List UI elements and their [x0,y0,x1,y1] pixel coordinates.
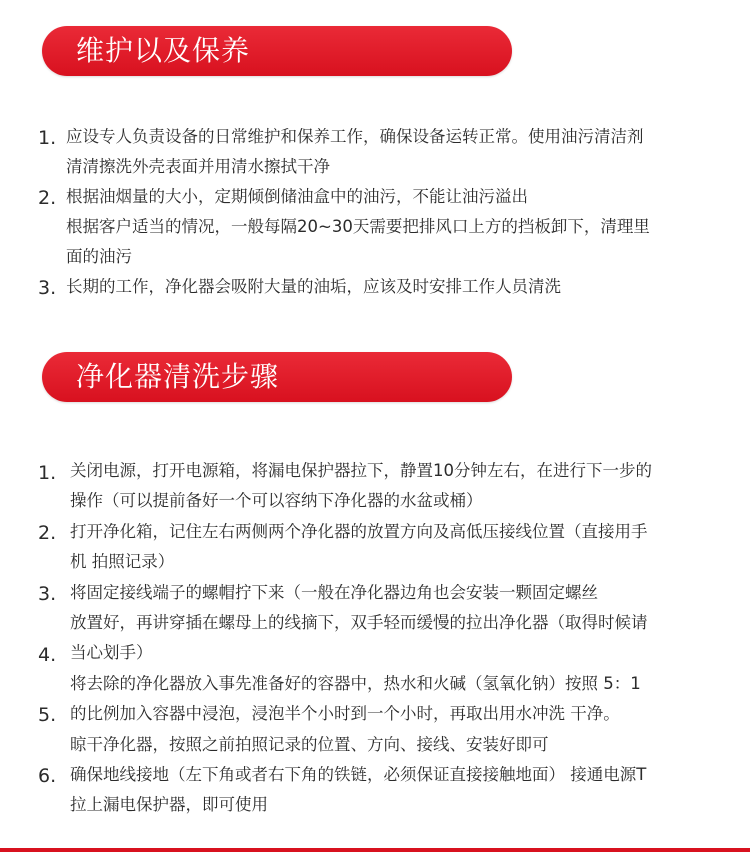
list-number: 3. [38,277,57,299]
step-line: 机 拍照记录） [70,552,175,571]
section-title-cleaning: 净化器清洗步骤 [76,360,280,393]
step-line: 放置好，再讲穿插在螺母上的线摘下，双手轻而缓慢的拉出净化器（取得时候请 [70,613,648,632]
step-line: 确保地线接地（左下角或者右下角的铁链，必须保证直接接触地面） 接通电源T [70,765,647,784]
list-item-line: 根据客户适当的情况，一般每隔20~30天需要把排风口上方的挡板卸下，清理里 [66,217,650,236]
list-item-line: 清清擦洗外壳表面并用清水擦拭干净 [66,157,330,176]
section-title-banner-maintenance [42,26,512,76]
section-title-banner-cleaning [42,352,512,402]
step-number: 2. [38,522,57,544]
step-line: 操作（可以提前备好一个可以容纳下净化器的水盆或桶） [70,491,483,510]
step-line: 当心划手） [70,643,153,662]
step-line: 拉上漏电保护器，即可使用 [70,795,268,814]
step-number: 4. [38,644,57,666]
step-number: 1. [38,462,57,484]
list-item-line: 应设专人负责设备的日常维护和保养工作，确保设备运转正常。使用油污清洁剂 [66,127,644,146]
step-line: 将去除的净化器放入事先准备好的容器中，热水和火碱（氢氧化钠）按照 5：1 [70,674,641,693]
step-line: 打开净化箱，记住左右两侧两个净化器的放置方向及高低压接线位置（直接用手 [70,522,648,541]
step-line: 将固定接线端子的螺帽拧下来（一般在净化器边角也会安装一颗固定螺丝 [70,583,598,602]
section-title-maintenance: 维护以及保养 [76,34,251,67]
list-item-line: 长期的工作，净化器会吸附大量的油垢，应该及时安排工作人员清洗 [66,277,561,296]
list-number: 1. [38,127,57,149]
list-item-line: 面的油污 [66,247,132,266]
step-number: 6. [38,765,57,787]
step-line: 的比例加入容器中浸泡，浸泡半个小时到一个小时，再取出用水冲洗 干净。 [70,704,620,723]
step-number: 5. [38,704,57,726]
bottom-divider [0,848,750,852]
step-line: 关闭电源，打开电源箱，将漏电保护器拉下，静置10分钟左右，在进行下一步的 [70,461,652,480]
list-number: 2. [38,187,57,209]
step-line: 晾干净化器，按照之前拍照记录的位置、方向、接线、安装好即可 [70,735,549,754]
list-item-line: 根据油烟量的大小，定期倾倒储油盒中的油污，不能让油污溢出 [66,187,528,206]
step-number: 3. [38,583,57,605]
